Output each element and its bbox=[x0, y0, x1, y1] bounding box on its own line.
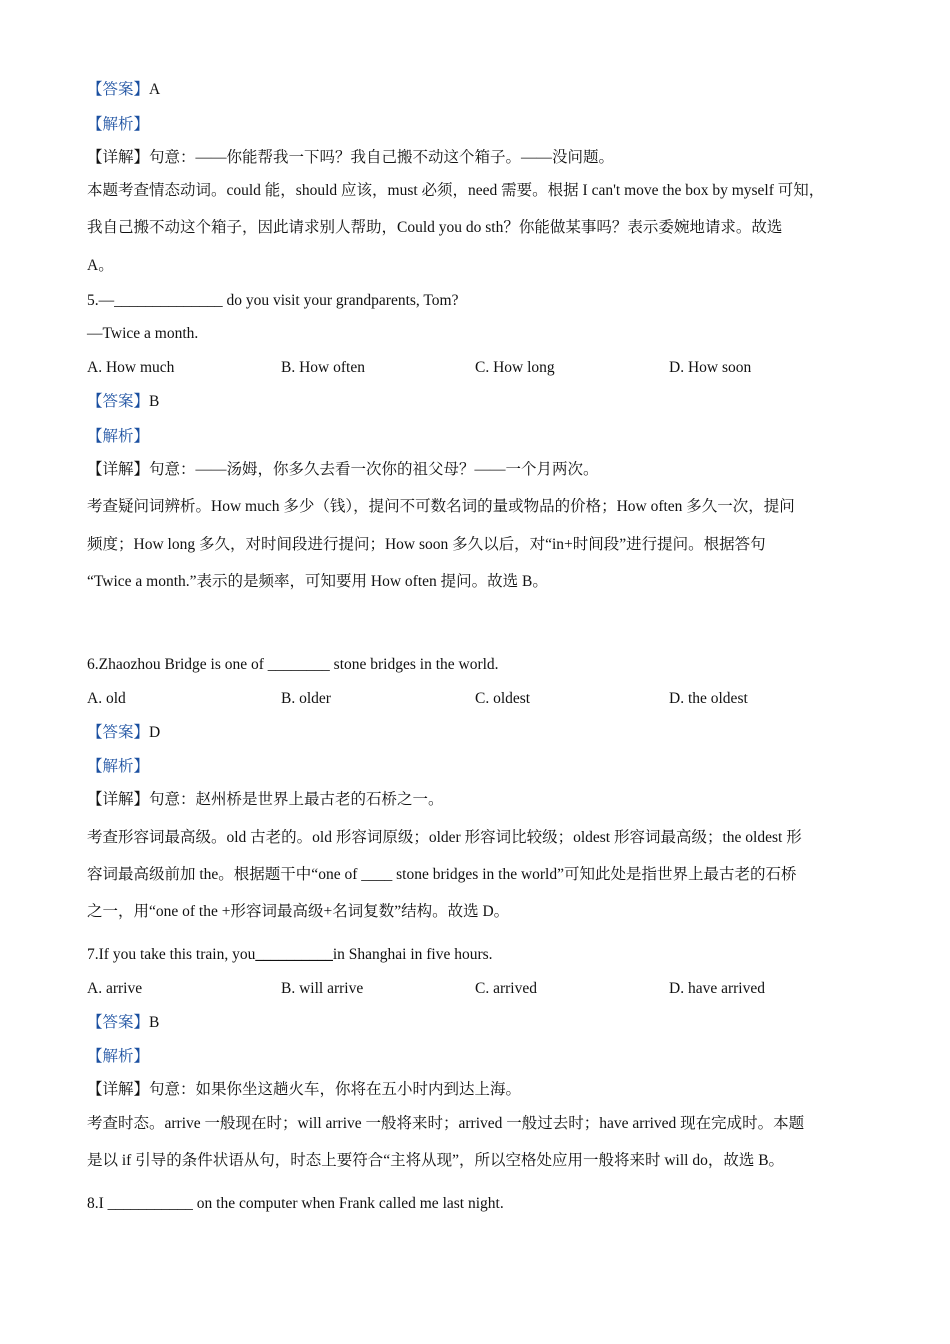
q4-explain-2: 我自己搬不动这个箱子，因此请求别人帮助，Could you do sth？你能做某事吗？表示委婉地请求。故选 bbox=[87, 219, 783, 236]
q7-option-c: C. arrived bbox=[475, 980, 537, 997]
q8-stem-start: 8.I bbox=[87, 1195, 108, 1212]
q5-stem-end: do you visit your grandparents, Tom? bbox=[222, 292, 459, 309]
q5-option-c: C. How long bbox=[475, 359, 555, 376]
q6-stem bbox=[87, 655, 499, 675]
q6-detail: 【详解】句意：赵州桥是世界上最古老的石桥之一。 bbox=[87, 791, 444, 808]
q7-option-d: D. have arrived bbox=[669, 980, 765, 997]
answer-tag: 【答案】 bbox=[87, 393, 150, 410]
q6-explain-1: 考查形容词最高级。old 古老的。old 形容词原级；older 形容词比较级；oldest 形容词最高级；the oldest 形 bbox=[87, 829, 802, 846]
q5-detail: 【详解】句意：——汤姆，你多久去看一次你的祖父母？——一个月两次。 bbox=[87, 461, 599, 478]
q5-stem bbox=[87, 291, 458, 311]
answer-value: D bbox=[149, 724, 161, 741]
q7-stem-end: in Shanghai in five hours. bbox=[332, 946, 493, 963]
answer-value: B bbox=[149, 1014, 160, 1031]
q4-detail: 【详解】句意：——你能帮我一下吗？我自己搬不动这个箱子。——没问题。 bbox=[87, 149, 615, 166]
q4-analysis-tag: 【解析】 bbox=[87, 116, 150, 133]
q6-explain-3: 之一，用“one of the +形容词最高级+名词复数”结构。故选 D。 bbox=[87, 903, 510, 920]
q7-detail: 【详解】句意：如果你坐这趟火车，你将在五小时内到达上海。 bbox=[87, 1081, 522, 1098]
q7-option-a: A. arrive bbox=[87, 980, 143, 997]
answer-tag: 【答案】 bbox=[87, 724, 150, 741]
q7-explain-2: 是以 if 引导的条件状语从句，时态上要符合“主将从现”，所以空格处应用一般将来时 will do，故选 B。 bbox=[87, 1152, 785, 1169]
q6-blank: ________ bbox=[267, 656, 330, 673]
q5-analysis-tag: 【解析】 bbox=[87, 428, 150, 445]
q6-answer-line bbox=[87, 723, 160, 743]
q4-explain-1: 本题考查情态动词。could 能，should 应该，must 必须，need 需要。根据 I can't move the box by myself 可知， bbox=[87, 182, 825, 199]
q5-blank: ______________ bbox=[114, 292, 223, 309]
q6-stem-end: stone bridges in the world. bbox=[329, 656, 499, 673]
q7-analysis-tag: 【解析】 bbox=[87, 1048, 150, 1065]
q5-explain-3: “Twice a month.”表示的是频率，可知要用 How often 提问。故选 B。 bbox=[87, 573, 548, 590]
answer-tag: 【答案】 bbox=[87, 81, 150, 98]
answer-tag: 【答案】 bbox=[87, 1014, 150, 1031]
answer-value: A bbox=[149, 81, 161, 98]
q6-explain-2: 容词最高级前加 the。根据题干中“one of ____ stone bridges in the world”可知此处是指世界上最古老的石桥 bbox=[87, 866, 797, 883]
q8-stem-end: on the computer when Frank called me last night. bbox=[192, 1195, 504, 1212]
q4-explain-3: A。 bbox=[87, 257, 114, 274]
q7-option-b: B. will arrive bbox=[281, 980, 364, 997]
q6-option-d: D. the oldest bbox=[669, 690, 748, 707]
q6-option-b: B. older bbox=[281, 690, 331, 707]
answer-value: B bbox=[149, 393, 160, 410]
q5-answer-line bbox=[87, 392, 159, 412]
q7-explain-1: 考查时态。arrive 一般现在时；will arrive 一般将来时；arrived 一般过去时；have arrived 现在完成时。本题 bbox=[87, 1115, 805, 1132]
q5-explain-2: 频度；How long 多久，对时间段进行提问；How soon 多久以后，对“in+时间段”进行提问。根据答句 bbox=[87, 536, 766, 553]
q6-option-a: A. old bbox=[87, 690, 126, 707]
q6-stem-start: 6.Zhaozhou Bridge is one of bbox=[87, 656, 268, 673]
q4-answer-line bbox=[87, 80, 160, 100]
q5-option-d: D. How soon bbox=[669, 359, 752, 376]
q6-option-c: C. oldest bbox=[475, 690, 531, 707]
q5-option-a: A. How much bbox=[87, 359, 175, 376]
q5-reply: —Twice a month. bbox=[87, 325, 199, 342]
q6-analysis-tag: 【解析】 bbox=[87, 758, 150, 775]
q7-answer-line bbox=[87, 1013, 159, 1033]
q7-stem-start: 7.If you take this train, you bbox=[87, 946, 256, 963]
q5-explain-1: 考查疑问词辨析。How much 多少（钱），提问不可数名词的量或物品的价格；How often 多久一次，提问 bbox=[87, 498, 795, 515]
q8-blank: ___________ bbox=[107, 1195, 193, 1212]
q5-stem-start: 5.— bbox=[87, 292, 115, 309]
q7-stem bbox=[87, 945, 493, 965]
q8-stem bbox=[87, 1194, 504, 1214]
q7-blank: __________ bbox=[255, 946, 333, 963]
q5-option-b: B. How often bbox=[281, 359, 365, 376]
